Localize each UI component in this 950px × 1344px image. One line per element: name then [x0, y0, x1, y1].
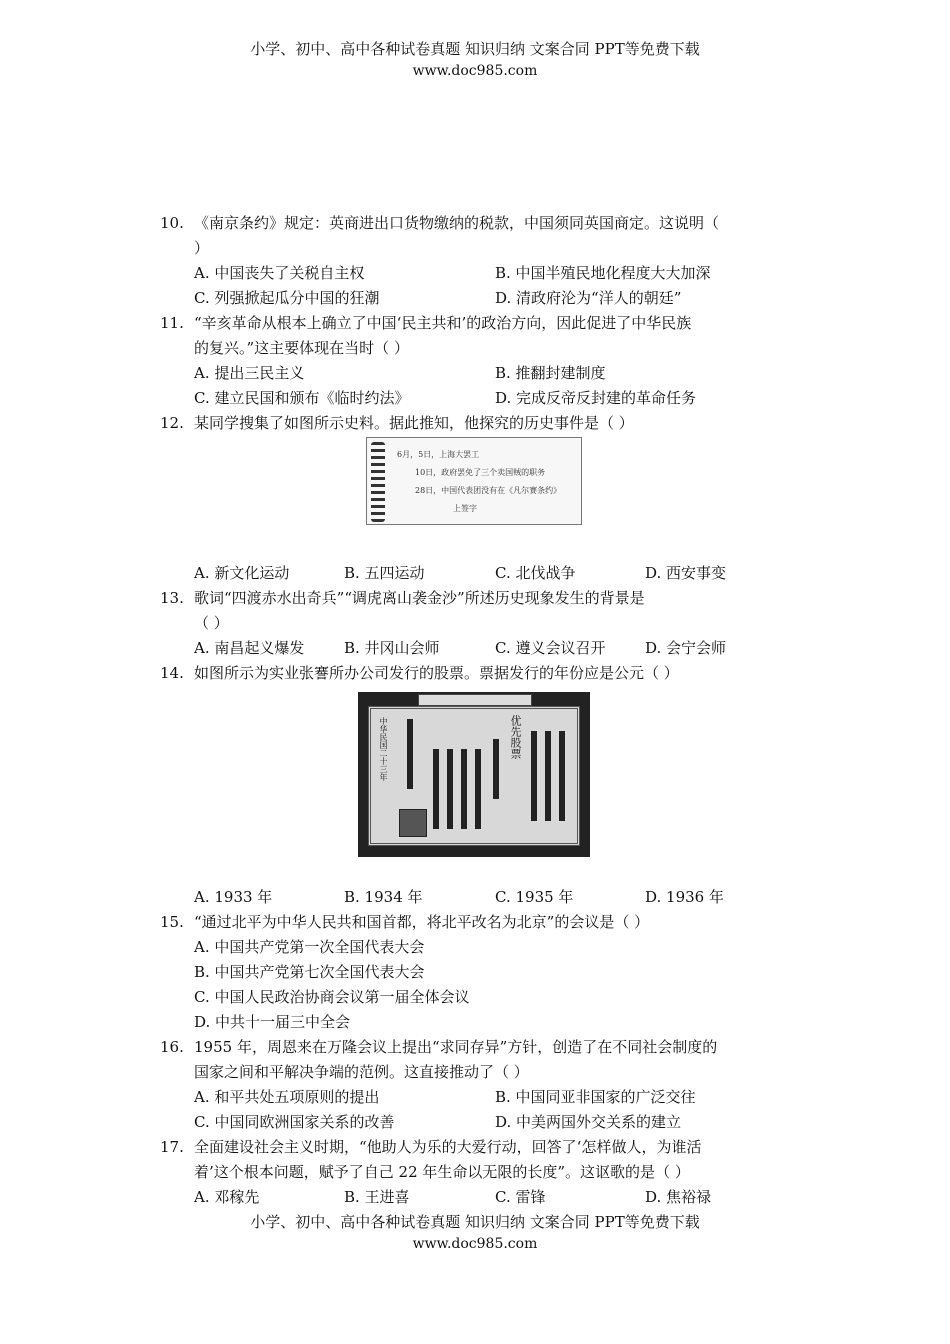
q14-option-d[interactable]: D. 1936 年 [645, 888, 724, 906]
stock-text-column [407, 719, 413, 789]
stock-text-column [433, 749, 439, 829]
q13-option-c[interactable]: C. 遵义会议召开 [495, 639, 606, 657]
q15-number: 15. [160, 913, 184, 931]
q11-stem-1: “辛亥革命从根本上确立了中国‘民主共和’的政治方向，因此促进了中华民族 [194, 314, 692, 332]
q13-stem-1: 歌词“四渡赤水出奇兵”“调虎离山袭金沙”所述历史现象发生的背景是 [194, 589, 645, 607]
footer-line-1: 小学、初中、高中各种试卷真题 知识归纳 文案合同 PPT等免费下载 [250, 1213, 700, 1231]
q11-number: 11. [160, 314, 184, 332]
q15-option-b[interactable]: B. 中国共产党第七次全国代表大会 [194, 963, 425, 981]
q14-stock-certificate-figure [358, 692, 590, 857]
q15-stem-1: “通过北平为中华人民共和国首都，将北平改名为北京”的会议是（ ） [194, 913, 650, 931]
q13-stem-2: （ ） [194, 614, 229, 632]
q16-option-c[interactable]: C. 中国同欧洲国家关系的改善 [194, 1113, 395, 1131]
q13-option-b[interactable]: B. 井冈山会师 [344, 639, 440, 657]
notebook-line-4: 上签字 [453, 504, 477, 513]
stock-text-column [559, 731, 565, 821]
stock-text-column [493, 739, 499, 799]
q14-option-c[interactable]: C. 1935 年 [495, 888, 574, 906]
q17-option-c[interactable]: C. 雷锋 [495, 1188, 546, 1206]
stock-top-banner [418, 694, 532, 706]
stock-inner-frame [368, 706, 580, 846]
q12-option-a[interactable]: A. 新文化运动 [194, 564, 290, 582]
footer-line-2: www.doc985.com [412, 1236, 538, 1252]
q10-option-a[interactable]: A. 中国丧失了关税自主权 [194, 264, 365, 282]
notebook-line-2: 10日，政府罢免了三个卖国贼的职务 [415, 468, 546, 477]
q11-option-b[interactable]: B. 推翻封建制度 [495, 364, 606, 382]
q12-stem-1: 某同学搜集了如图所示史料。据此推知，他探究的历史事件是（ ） [194, 414, 634, 432]
q17-option-b[interactable]: B. 王进喜 [344, 1188, 410, 1206]
q11-option-d[interactable]: D. 完成反帝反封建的革命任务 [495, 389, 697, 407]
q17-stem-1: 全面建设社会主义时期，“他助人为乐的大爱行动，回答了‘怎样做人，为谁活 [194, 1138, 702, 1156]
q14-option-a[interactable]: A. 1933 年 [194, 888, 273, 906]
q17-option-a[interactable]: A. 邓稼先 [194, 1188, 260, 1206]
q16-stem-2: 国家之间和平解决争端的范例。这直接推动了（ ） [194, 1063, 529, 1081]
q16-option-d[interactable]: D. 中美两国外交关系的建立 [495, 1113, 682, 1131]
stock-text-column [475, 749, 481, 829]
q16-option-b[interactable]: B. 中国同亚非国家的广泛交往 [495, 1088, 696, 1106]
q10-option-c[interactable]: C. 列强掀起瓜分中国的狂潮 [194, 289, 380, 307]
q16-option-a[interactable]: A. 和平共处五项原则的提出 [194, 1088, 380, 1106]
q13-option-a[interactable]: A. 南昌起义爆发 [194, 639, 305, 657]
notebook-line-3: 28日，中国代表团没有在《凡尔赛条约》 [415, 486, 562, 495]
q12-option-c[interactable]: C. 北伐战争 [495, 564, 576, 582]
q16-stem-1: 1955 年，周恩来在万隆会议上提出“求同存异”方针，创造了在不同社会制度的 [194, 1038, 718, 1056]
q12-number: 12. [160, 414, 184, 432]
stock-title: 优先股票 [509, 715, 522, 759]
stock-text-column [545, 731, 551, 821]
q16-number: 16. [160, 1038, 184, 1056]
q14-number: 14. [160, 664, 184, 682]
notebook-rings [371, 442, 385, 522]
q10-stem-1: 《南京条约》规定：英商进出口货物缴纳的税款，中国须同英国商定。这说明（ [194, 214, 720, 232]
stock-date: 中华民国二十三年 [379, 717, 388, 781]
q17-stem-2: 着’这个根本问题，赋予了自己 22 年生命以无限的长度”。这讴歌的是（ ） [194, 1163, 690, 1181]
q13-option-d[interactable]: D. 会宁会师 [645, 639, 727, 657]
q12-option-b[interactable]: B. 五四运动 [344, 564, 425, 582]
stock-seal [399, 809, 427, 837]
stock-text-column [461, 749, 467, 829]
q10-number: 10. [160, 214, 184, 232]
header-line-1: 小学、初中、高中各种试卷真题 知识归纳 文案合同 PPT等免费下载 [250, 40, 700, 58]
q14-stem-1: 如图所示为实业张謇所办公司发行的股票。票据发行的年份应是公元（ ） [194, 664, 679, 682]
footer [0, 1211, 950, 1255]
q17-option-d[interactable]: D. 焦裕禄 [645, 1188, 712, 1206]
q10-stem-2: ） [194, 239, 210, 257]
q17-number: 17. [160, 1138, 184, 1156]
stock-text-column [447, 749, 453, 829]
header [0, 38, 950, 82]
header-line-2: www.doc985.com [412, 63, 538, 79]
q12-notebook-figure [366, 437, 582, 525]
q15-option-a[interactable]: A. 中国共产党第一次全国代表大会 [194, 938, 425, 956]
stock-text-column [531, 731, 537, 821]
q14-option-b[interactable]: B. 1934 年 [344, 888, 423, 906]
q11-stem-2: 的复兴。”这主要体现在当时（ ） [194, 339, 409, 357]
q10-option-b[interactable]: B. 中国半殖民地化程度大大加深 [495, 264, 711, 282]
q15-option-d[interactable]: D. 中共十一届三中全会 [194, 1013, 351, 1031]
q15-option-c[interactable]: C. 中国人民政治协商会议第一届全体会议 [194, 988, 470, 1006]
q11-option-a[interactable]: A. 提出三民主义 [194, 364, 305, 382]
notebook-line-1: 6月，5日，上海大罢工 [397, 450, 480, 459]
q10-option-d[interactable]: D. 清政府沦为“洋人的朝廷” [495, 289, 682, 307]
q11-option-c[interactable]: C. 建立民国和颁布《临时约法》 [194, 389, 410, 407]
q12-option-d[interactable]: D. 西安事变 [645, 564, 727, 582]
q13-number: 13. [160, 589, 184, 607]
